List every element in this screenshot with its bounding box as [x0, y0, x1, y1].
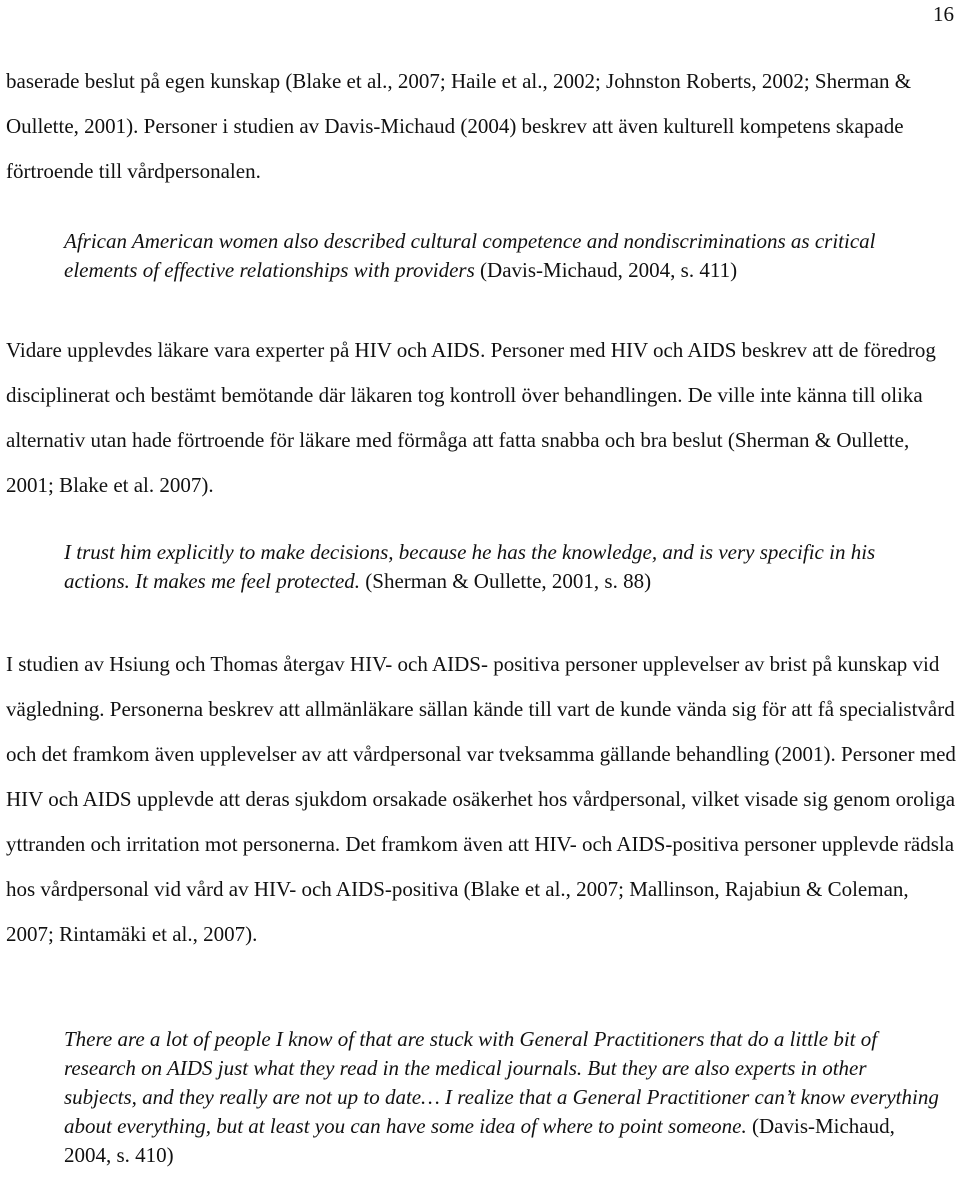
paragraph-2: Vidare upplevdes läkare vara experter på HIV och AIDS. Personer med HIV och AIDS beskrev att de föredrog disciplinerat och bestämt bemötande där läkaren tog kontroll över behandlingen. De ville inte känna till olika alternativ utan hade förtroende för läkare med förmåga att fatta snabba och bra beslut (Sherman & Oullette, 2001; Blake et al. 2007). — [6, 338, 936, 497]
block-quote-2 — [64, 538, 944, 596]
quote-2-text: I trust him explicitly to make decisions, because he has the knowledge, and is very specific in his actions. It makes me feel protected. — [64, 540, 876, 593]
block-quote-1 — [64, 227, 944, 285]
block-quote-3 — [64, 1025, 944, 1170]
quote-2-citation: (Sherman & Oullette, 2001, s. 88) — [365, 569, 652, 593]
quote-1-text: African American women also described cultural competence and nondiscriminations as critical elements of effective relationships with providers — [64, 229, 876, 282]
paragraph-1: baserade beslut på egen kunskap (Blake et al., 2007; Haile et al., 2002; Johnston Roberts, 2002; Sherman & Oullette, 2001). Personer i studien av Davis-Michaud (2004) beskrev att även kulturell kompetens skapade förtroende till vårdpersonalen. — [6, 69, 912, 183]
page-number: 16 — [933, 2, 954, 26]
quote-3-citation: (Davis-Michaud, 2004, s. 410) — [64, 1114, 895, 1167]
quote-3-text: There are a lot of people I know of that are stuck with General Practitioners that do a little bit of research on AIDS just what they read in the medical journals. But they are also experts in other subjects, and they really are not up to date… I realize that a General Practitioner can’t know everything about everything, but at least you can have some idea of where to point someone. — [64, 1027, 939, 1138]
paragraph-3: I studien av Hsiung och Thomas återgav HIV- och AIDS- positiva personer upplevelser av brist på kunskap vid vägledning. Personerna beskrev att allmänläkare sällan kände till vart de kunde vända sig för att få specialistvård och det framkom även upplevelser av att vårdpersonal var tveksamma gällande behandling (2001). Personer med HIV och AIDS upplevde att deras sjukdom orsakade osäkerhet hos vårdpersonal, vilket visade sig genom oroliga yttranden och irritation mot personerna. Det framkom även att HIV- och AIDS-positiva personer upplevde rädsla hos vårdpersonal vid vård av HIV- och AIDS-positiva (Blake et al., 2007; Mallinson, Rajabiun & Coleman, 2007; Rintamäki et al., 2007). — [6, 652, 956, 946]
quote-1-citation: (Davis-Michaud, 2004, s. 411) — [480, 258, 738, 282]
